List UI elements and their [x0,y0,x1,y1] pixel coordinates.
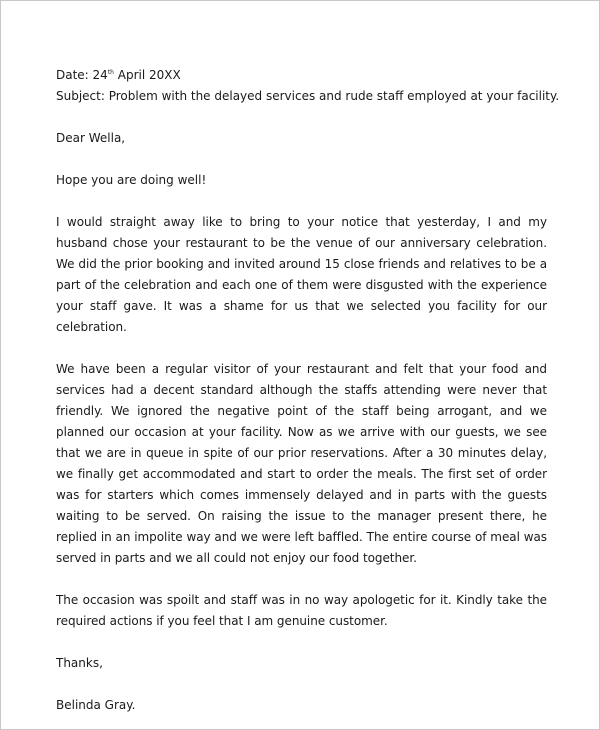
body-paragraph-2: We have been a regular visitor of your restaurant and felt that your food and services had a decent standard although the staffs attending were never that friendly. We ignored the negative point of the staff being arrogant, and we planned our occasion at your facility. Now as we arrive with our guests, we see that we are in queue in spite of our prior reservations. After a 30 minutes delay, we finally get accommodated and start to order the meals. The first set of order was for starters which comes immensely delayed and in parts with the guests waiting to be served. On raising the issue to the manager present there, he replied in an impolite way and we were left baffled. The entire course of meal was served in parts and we all could not enjoy our food together. [56,362,547,565]
body-paragraph-3: The occasion was spoilt and staff was in no way apologetic for it. Kindly take the required actions if you feel that I am genuine customer. [56,593,547,628]
letter-body [56,65,560,716]
date-line [56,65,547,86]
subject-line: Subject: Problem with the delayed services and rude staff employed at your facility. [56,89,560,103]
greeting: Hope you are doing well! [56,173,207,187]
spacer [56,149,547,170]
spacer [56,632,547,653]
spacer [56,338,547,359]
spacer [56,674,547,695]
spacer [56,191,547,212]
spacer [56,107,547,128]
signature: Belinda Gray. [56,698,136,712]
date-month-year: April 20XX [113,68,181,82]
body-paragraph-1: I would straight away like to bring to your notice that yesterday, I and my husband chose your restaurant to be the venue of our anniversary celebration. We did the prior booking and invited around 15 close friends and relatives to be a part of the celebration and each one of them were disgusted with the experience your staff gave. It was a shame for us that we selected you facility for our celebration. [56,215,547,334]
salutation: Dear Wella, [56,131,126,145]
date-ordinal-suffix: th [107,69,114,76]
spacer [56,569,547,590]
date-label: Date: 24 [56,68,108,82]
closing: Thanks, [56,656,103,670]
